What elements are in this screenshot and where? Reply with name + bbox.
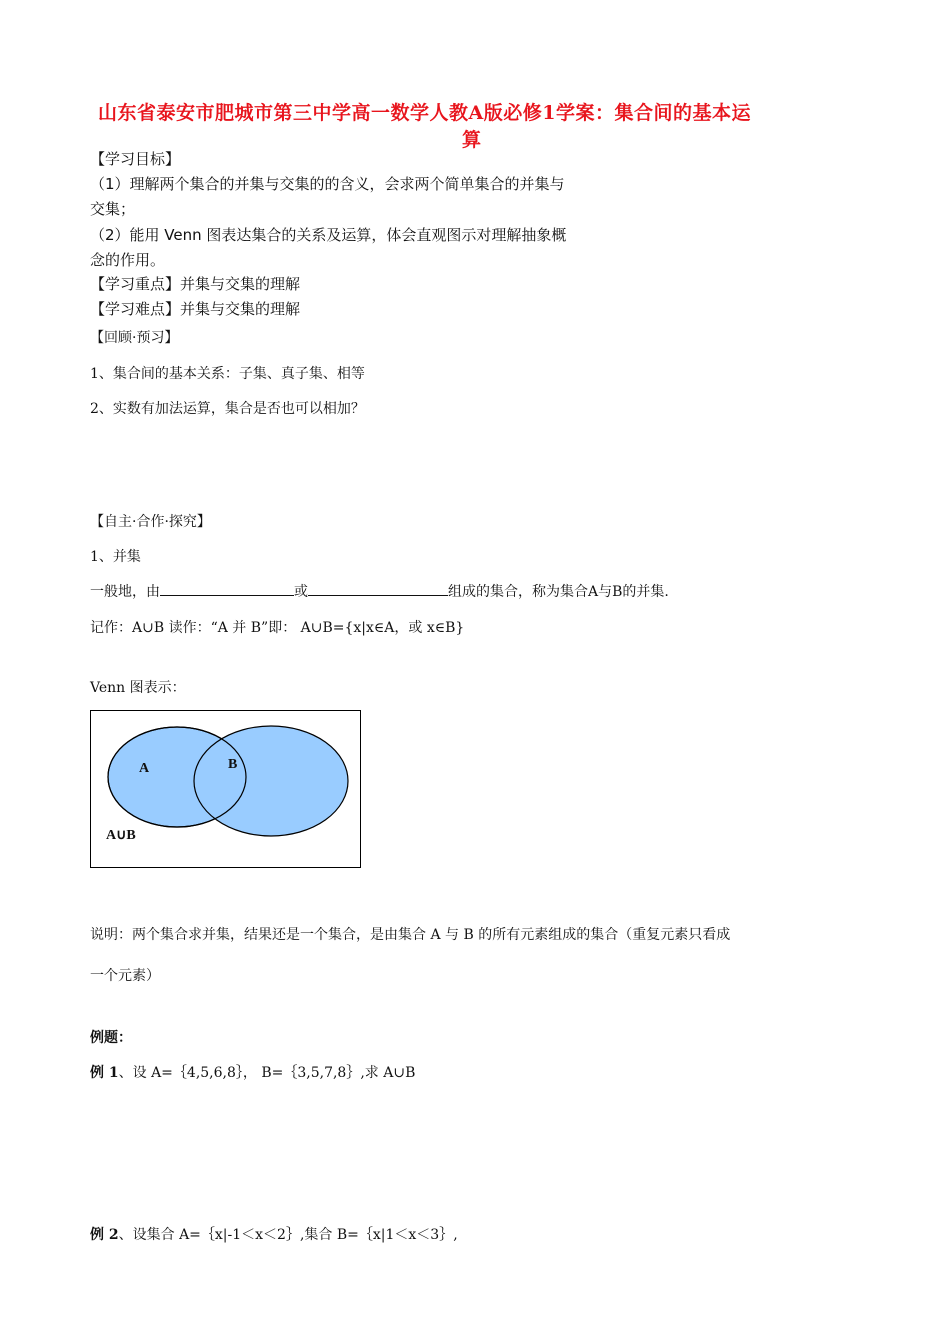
explanation-line2: 一个元素） xyxy=(90,968,160,984)
union-definition xyxy=(90,581,669,601)
focus-point: 【学习重点】并集与交集的理解 xyxy=(90,275,301,293)
objective-1-line1: （1）理解两个集合的并集与交集的的含义，会求两个简单集合的并集与 xyxy=(90,175,565,193)
venn-label-b: B xyxy=(228,757,238,772)
blank-field-2[interactable] xyxy=(308,581,448,596)
example-1-label: 例 1 xyxy=(90,1065,119,1081)
example-2 xyxy=(90,1224,458,1244)
explore-heading: 【自主·合作·探究】 xyxy=(90,514,211,530)
union-notation: 记作：A∪B 读作：“A 并 B”即： A∪B={x|x∈A，或 x∈B} xyxy=(90,620,465,636)
example-2-text: 、设集合 A=｛x|-1＜x＜2｝,集合 B=｛x|1＜x＜3｝, xyxy=(118,1227,458,1243)
objective-1-line2: 交集； xyxy=(90,200,136,218)
objective-2-line1: （2）能用 Venn 图表达集合的关系及运算，体会直观图示对理解抽象概 xyxy=(90,226,567,244)
definition-text-2: 或 xyxy=(294,584,308,600)
review-question-1: 1、集合间的基本关系：子集、真子集、相等 xyxy=(90,366,365,382)
page-title-line2: 算 xyxy=(462,129,482,151)
difficulty-point: 【学习难点】并集与交集的理解 xyxy=(90,300,301,318)
venn-caption: Venn 图表示： xyxy=(90,680,186,696)
venn-label-union: A∪B xyxy=(106,828,136,843)
blank-field-1[interactable] xyxy=(160,581,294,596)
union-subheading: 1、并集 xyxy=(90,549,141,565)
venn-svg xyxy=(91,711,362,869)
set-b-ellipse xyxy=(194,726,348,836)
page-title-line1: 山东省泰安市肥城市第三中学高一数学人教A版必修1学案：集合间的基本运 xyxy=(98,102,751,124)
example-1 xyxy=(90,1062,415,1082)
objective-2-line2: 念的作用。 xyxy=(90,251,166,269)
review-question-2: 2、实数有加法运算，集合是否也可以相加？ xyxy=(90,401,365,417)
example-2-label: 例 2 xyxy=(90,1227,119,1243)
definition-text-3: 组成的集合，称为集合A与B的并集. xyxy=(448,584,669,600)
venn-label-a: A xyxy=(139,761,150,776)
venn-diagram xyxy=(90,710,361,868)
examples-heading: 例题： xyxy=(90,1030,132,1046)
explanation-line1: 说明：两个集合求并集，结果还是一个集合，是由集合 A 与 B 的所有元素组成的集合（重复元素只看成 xyxy=(90,927,731,943)
definition-text-1: 一般地，由 xyxy=(90,584,160,600)
example-1-text: 、设 A=｛4,5,6,8｝， B=｛3,5,7,8｝,求 A∪B xyxy=(118,1065,416,1081)
objectives-heading: 【学习目标】 xyxy=(90,150,181,168)
review-heading: 【回顾·预习】 xyxy=(90,330,179,346)
